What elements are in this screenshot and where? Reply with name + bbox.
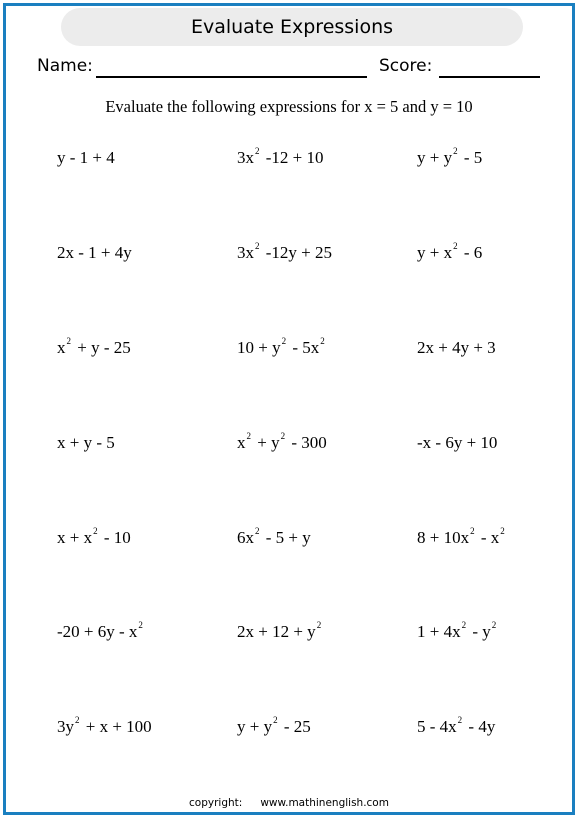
exponent: 2 xyxy=(461,620,467,630)
expression-text: + y - 25 xyxy=(73,338,131,357)
expression-text: 3x xyxy=(237,243,254,262)
expression-item xyxy=(57,433,115,453)
expression-item xyxy=(417,717,495,737)
expression-text: -12 + 10 xyxy=(261,148,324,167)
exponent: 2 xyxy=(255,146,260,156)
exponent: 2 xyxy=(66,336,71,346)
expression-item xyxy=(417,243,482,263)
expression-text: x xyxy=(237,433,246,452)
expression-item xyxy=(57,528,131,548)
expression-item xyxy=(57,717,152,737)
expression-item xyxy=(417,433,497,453)
expression-text: - 5 + y xyxy=(261,528,311,547)
exponent: 2 xyxy=(491,620,497,630)
expression-text: 6x xyxy=(237,528,254,547)
expression-item xyxy=(417,148,482,168)
expression-text: 2x - 1 + 4y xyxy=(57,243,132,262)
expression-item xyxy=(417,338,496,358)
expression-text: - 6 xyxy=(459,243,483,262)
expression-text: 3x xyxy=(237,148,254,167)
expression-text: - 5 xyxy=(459,148,483,167)
name-score-row xyxy=(37,56,546,82)
expression-text: y + y xyxy=(237,717,273,736)
expression-text: -12y + 25 xyxy=(261,243,332,262)
exponent: 2 xyxy=(281,336,287,346)
expression-text: - y xyxy=(468,622,491,641)
exponent: 2 xyxy=(255,241,260,251)
expression-text: 1 + 4x xyxy=(417,622,461,641)
exponent: 2 xyxy=(457,715,463,725)
expression-text: - x xyxy=(476,528,500,547)
expression-item xyxy=(237,622,323,642)
name-blank[interactable] xyxy=(96,76,367,78)
expression-item xyxy=(57,243,132,263)
exponent: 2 xyxy=(280,431,286,441)
expression-text: -20 + 6y - x xyxy=(57,622,138,641)
expression-item xyxy=(237,433,327,453)
expression-text: y + x xyxy=(417,243,453,262)
exponent: 2 xyxy=(453,241,458,251)
website-link[interactable]: www.mathinenglish.com xyxy=(260,797,389,809)
expression-text: -x - 6y + 10 xyxy=(417,433,498,452)
expression-text: 2x + 4y + 3 xyxy=(417,338,496,357)
expression-text: 8 + 10x xyxy=(417,528,470,547)
expression-text: - 25 xyxy=(279,717,311,736)
expression-text: x xyxy=(57,338,66,357)
exponent: 2 xyxy=(316,620,322,630)
page-border xyxy=(3,3,575,815)
exponent: 2 xyxy=(246,431,251,441)
expression-text: y - 1 + 4 xyxy=(57,148,115,167)
expression-item xyxy=(237,528,311,548)
name-label: Name: xyxy=(37,56,93,76)
expression-text: - 4y xyxy=(464,717,496,736)
expression-item xyxy=(57,338,131,358)
expression-text: 3y xyxy=(57,717,74,736)
instruction-text: Evaluate the following expressions for x = 5 and y = 10 xyxy=(105,97,473,116)
footer xyxy=(0,797,578,809)
expression-item xyxy=(237,338,327,358)
expression-text: y + y xyxy=(417,148,453,167)
expression-item xyxy=(237,717,311,737)
score-blank[interactable] xyxy=(439,76,540,78)
exponent: 2 xyxy=(500,526,505,536)
expression-text: + x + 100 xyxy=(81,717,152,736)
expression-text: x + y - 5 xyxy=(57,433,115,452)
exponent: 2 xyxy=(255,526,260,536)
exponent: 2 xyxy=(75,715,80,725)
copyright-label: copyright: xyxy=(189,797,243,809)
exponent: 2 xyxy=(320,336,325,346)
expression-text: 2x + 12 + y xyxy=(237,622,316,641)
worksheet-title: Evaluate Expressions xyxy=(61,8,523,46)
expression-text: - 10 xyxy=(99,528,131,547)
expression-item xyxy=(417,528,507,548)
expression-text: 5 - 4x xyxy=(417,717,457,736)
exponent: 2 xyxy=(273,715,278,725)
expression-item xyxy=(57,148,115,168)
exponent: 2 xyxy=(138,620,143,630)
expression-text: x + x xyxy=(57,528,93,547)
exponent: 2 xyxy=(453,146,458,156)
expression-text: - 5x xyxy=(288,338,320,357)
expression-item xyxy=(237,243,332,263)
expression-text: 10 + y xyxy=(237,338,281,357)
exponent: 2 xyxy=(93,526,98,536)
expression-text: + y xyxy=(253,433,280,452)
score-label: Score: xyxy=(379,56,433,76)
expression-item xyxy=(57,622,145,642)
expression-item xyxy=(237,148,324,168)
expression-item xyxy=(417,622,498,642)
exponent: 2 xyxy=(470,526,475,536)
expression-text: - 300 xyxy=(287,433,327,452)
